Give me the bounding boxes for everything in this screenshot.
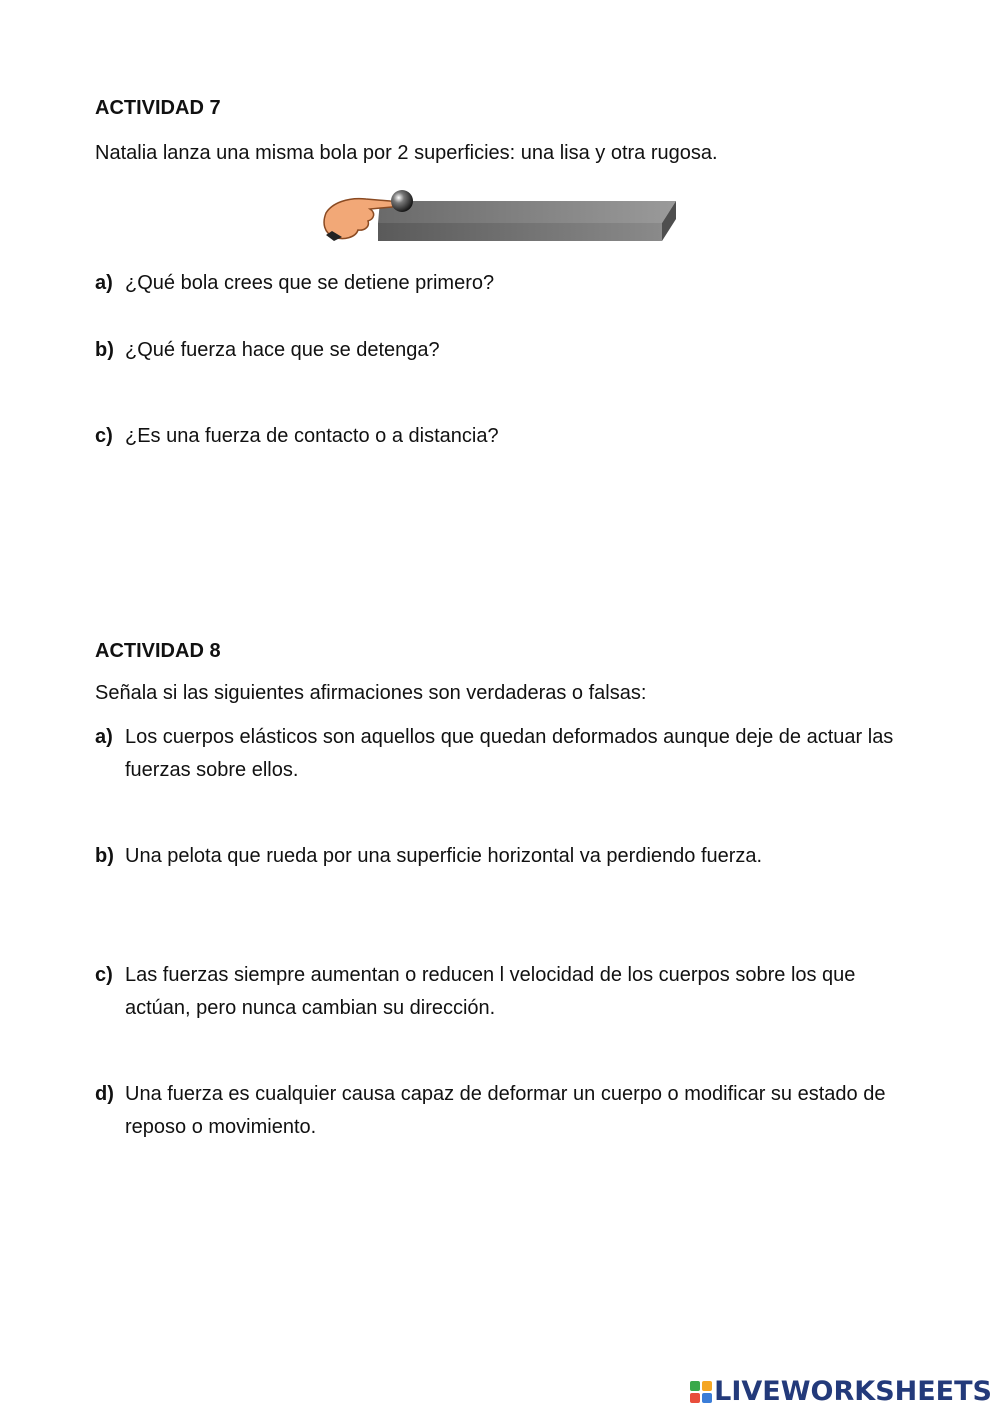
statement-text: Una pelota que rueda por una superficie horizontal va perdiendo fuerza. [125, 845, 763, 867]
statement-letter: d) [95, 1083, 114, 1105]
statement-d [95, 1078, 915, 1144]
activity-8-intro: Señala si las siguientes afirmaciones son verdaderas o falsas: [95, 682, 647, 704]
hand-ball-bar-illustration [320, 185, 680, 247]
question-text: ¿Qué fuerza hace que se detenga? [125, 339, 440, 361]
statement-letter: a) [95, 726, 113, 748]
statement-a [95, 721, 915, 787]
liveworksheets-logo[interactable] [690, 1376, 992, 1407]
question-letter: c) [95, 425, 113, 447]
bar-front-face [378, 223, 662, 241]
ball-icon [391, 190, 413, 212]
statement-letter: b) [95, 845, 114, 867]
bar-top-face [378, 201, 676, 223]
question-letter: a) [95, 272, 113, 294]
activity-7-title: ACTIVIDAD 7 [95, 97, 221, 119]
statement-letter: c) [95, 964, 113, 986]
statement-c [95, 959, 915, 1025]
question-c [95, 420, 915, 453]
statement-text: Una fuerza es cualquier causa capaz de deformar un cuerpo o modificar su estado de reposo o movimiento. [125, 1083, 886, 1138]
activity-8-title: ACTIVIDAD 8 [95, 640, 221, 662]
question-text: ¿Es una fuerza de contacto o a distancia? [125, 425, 499, 447]
activity-7-intro: Natalia lanza una misma bola por 2 superficies: una lisa y otra rugosa. [95, 142, 718, 164]
logo-squares-icon [690, 1381, 712, 1403]
statement-b [95, 840, 915, 873]
statement-text: Los cuerpos elásticos son aquellos que quedan deformados aunque deje de actuar las fuerzas sobre ellos. [125, 726, 894, 781]
question-letter: b) [95, 339, 114, 361]
statement-text: Las fuerzas siempre aumentan o reducen l velocidad de los cuerpos sobre los que actúan, pero nunca cambian su dirección. [125, 964, 856, 1019]
question-b [95, 334, 915, 367]
question-a [95, 267, 915, 300]
logo-text: LIVEWORKSHEETS [714, 1376, 992, 1407]
question-text: ¿Qué bola crees que se detiene primero? [125, 272, 495, 294]
